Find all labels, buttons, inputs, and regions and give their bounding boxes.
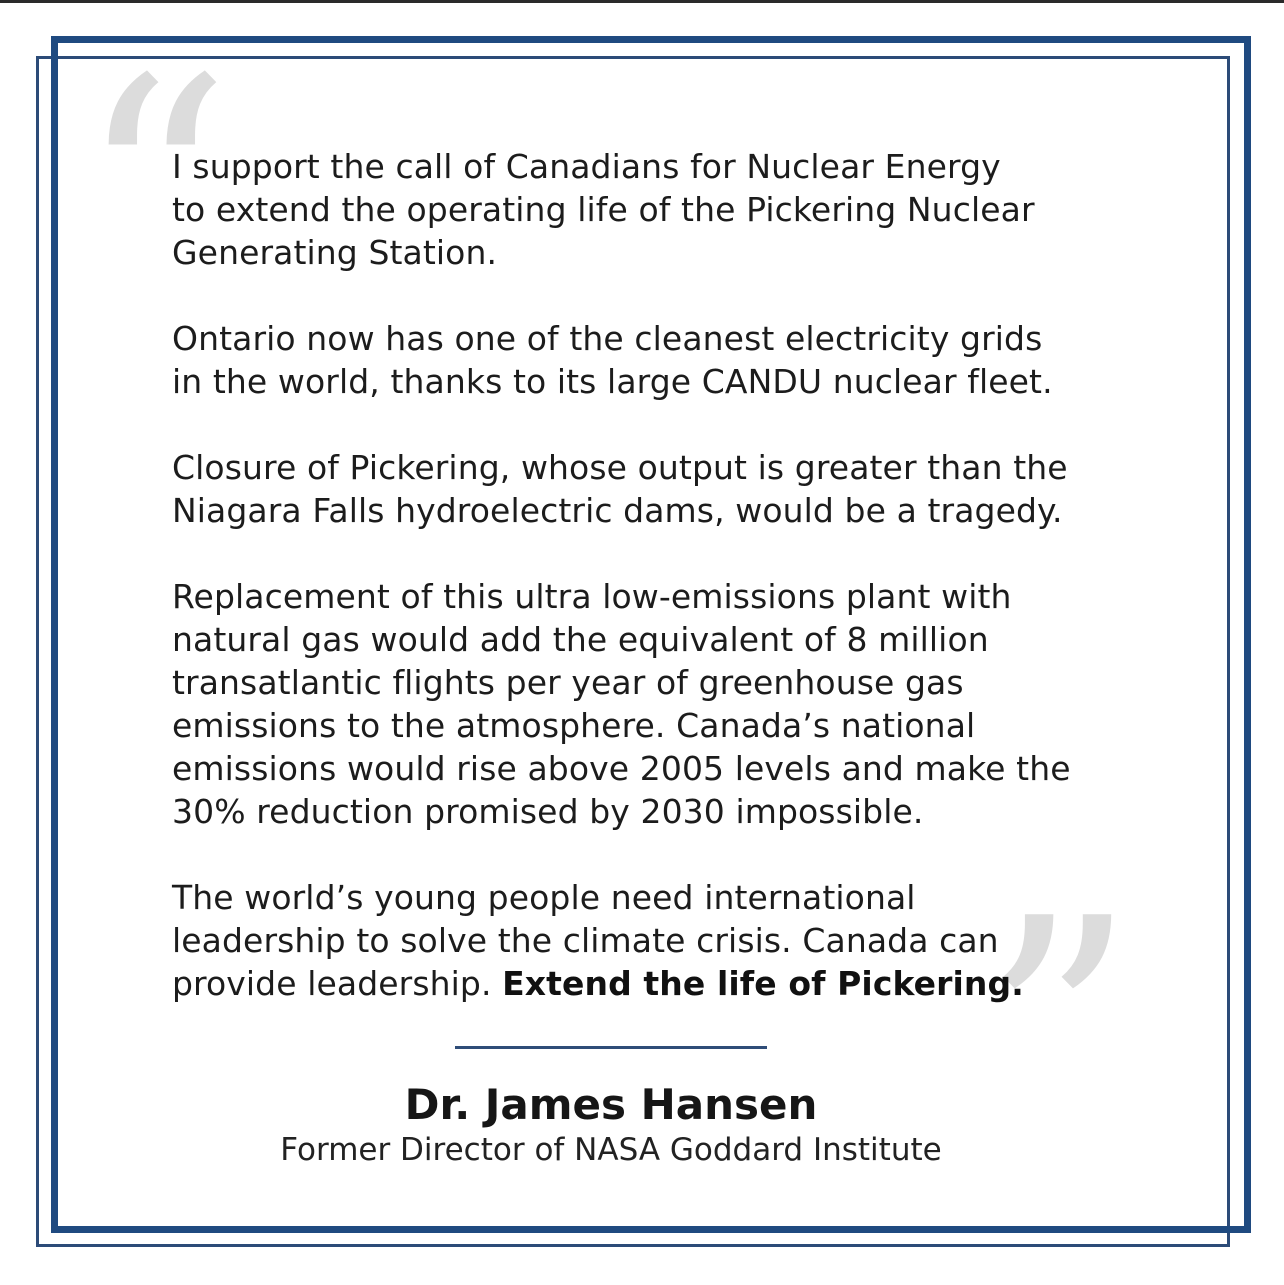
- quote-paragraph-2: Ontario now has one of the cleanest electricity grids in the world, thanks to its large CANDU nuclear fleet.: [172, 319, 1053, 401]
- quote-body: [172, 145, 1172, 1048]
- call-to-action: Extend the life of Pickering.: [502, 964, 1024, 1003]
- top-border-line: [0, 0, 1284, 3]
- quote-paragraph-5: [172, 876, 1172, 1005]
- quote-paragraph-1: I support the call of Canadians for Nuclear Energy to extend the operating life of the Pickering Nuclear Generating Station.: [172, 147, 1035, 272]
- author-name: Dr. James Hansen: [404, 1080, 818, 1129]
- open-quote-icon: “: [78, 15, 232, 364]
- close-quote-icon: ”: [982, 855, 1136, 1204]
- signature-divider: [455, 1046, 767, 1049]
- quote-paragraph-4: Replacement of this ultra low-emissions plant with natural gas would add the equivalent of 8 million transatlantic flights per year of greenhouse gas emissions to the atmosphere. Canada’s national emissions would rise above 2005 levels and make the 30% reduction promised by 2030 impossible.: [172, 577, 1071, 831]
- quote-paragraph-5-text: The world’s young people need international leadership to solve the climate crisis. Canada can provide leadership.: [172, 878, 999, 1003]
- author-title: Former Director of NASA Goddard Institute: [280, 1132, 942, 1168]
- quote-paragraph-3: Closure of Pickering, whose output is greater than the Niagara Falls hydroelectric dams, would be a tragedy.: [172, 448, 1068, 530]
